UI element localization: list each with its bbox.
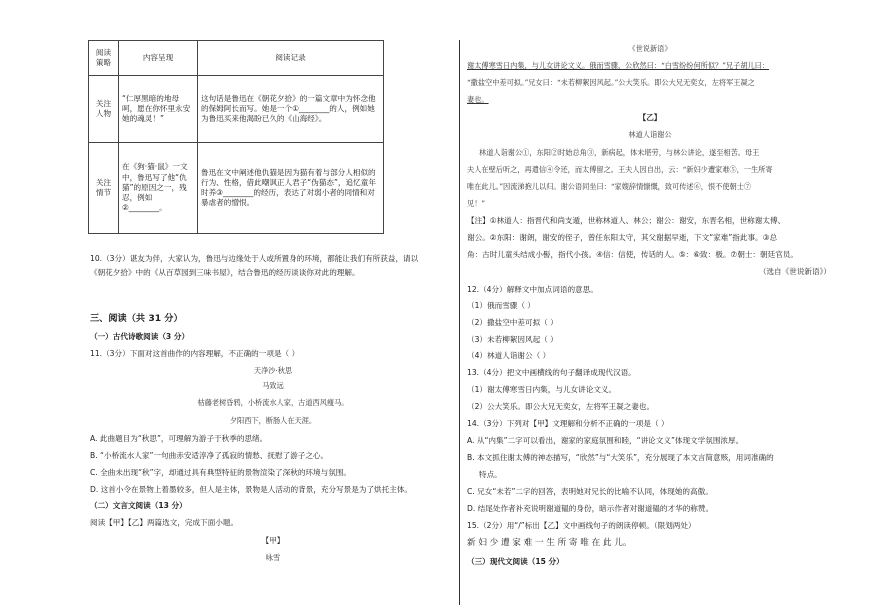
reading-record-table — [88, 40, 384, 234]
q11-option-d: D. 这首小令在景物上着墨较多，但人是主体，景物是人活动的背景，充分写景是为了烘托主体。 — [90, 485, 413, 494]
poem-author: 马致远 — [262, 381, 284, 390]
q14-option-c: C. 兄女“未若”二字的回答，表明她对兄长的比喻不认同，体现她的高傲。 — [467, 487, 713, 496]
table-row — [89, 143, 384, 234]
q12-stem: 12.（4分）解释文中加点词语的意思。 — [467, 285, 598, 294]
row-record: 鲁迅在文中阐述他仇猫是因为猫有着与部分人相似的行为、性格，借此嘲讽正人君子“伪猫态”，追忆童年时养③________的经历，表达了对弱小者的同情和对暴虐者的憎恨。 — [198, 143, 384, 234]
yi-line: 见！” — [467, 199, 486, 208]
poem-line1: 枯藤老树昏鸦，小桥流水人家，古道西风瘦马。 — [197, 398, 349, 407]
part2-title: （二）文言文阅读（13 分） — [90, 501, 187, 510]
note-line: 【注】①林道人：指晋代和尚支遁，世称林道人、林公；谢公：谢安，东晋名相，世称谢太傅、 — [467, 216, 786, 225]
row-category-text: 关注 人物 — [95, 98, 112, 118]
jia-title: 咏雪 — [265, 553, 281, 562]
part3-title: （三）现代文阅读（15 分） — [467, 557, 564, 566]
jia-line — [467, 61, 769, 71]
jia-line-text: 谢太傅寒雪日内集，与儿女讲论文义。俄而雪骤，公欣然曰：“白雪纷纷何所似？”兄子胡儿曰： — [467, 61, 770, 70]
source-note: （选自《世说新语》） — [758, 267, 831, 276]
book-title: 《世说新语》 — [628, 44, 672, 53]
jia-line-text: 妻也。 — [467, 95, 489, 104]
q15-sentence: 新 妇 少 遭 家 难 一 生 所 寄 唯 在 此 儿。 — [467, 538, 632, 548]
q11-option-a: A. 此曲题目为“秋思”，可理解为游子于秋季的思绪。 — [90, 434, 268, 443]
note-line: 谢公。②东阳：谢朗，谢安的侄子，曾任东阳太守，其父谢据早逝，下文“家难”指此事。③总 — [467, 233, 778, 242]
yi-line: 夫人在壁后听之，再遣信④令还，而太傅留之。王夫人因自出，云：“新妇少遭家难⑤，一生所寄 — [467, 165, 773, 174]
row-category — [89, 143, 119, 234]
q12-item: （2）撒盐空中差可拟（ ） — [467, 318, 558, 327]
q12-item: （4）林道人诣谢公（ ） — [467, 351, 551, 360]
poem-title: 天净沙·秋思 — [253, 366, 293, 375]
yi-line: 唯在此儿。”因流涕抱儿以归。谢公语同坐曰：“家嫂辞情慷慨，致可传述⑥，恨不使朝士⑦ — [467, 182, 752, 191]
q13-item: （1）谢太傅寒雪日内集，与儿女讲论文义。 — [467, 385, 617, 394]
jia-line — [467, 95, 489, 105]
jia-line — [467, 78, 755, 88]
header-strategy-text: 阅读 策略 — [95, 47, 112, 67]
row-record: 这句话是鲁迅在《朝花夕拾》的一篇文章中为怀念他的保姆阿长而写。她是一个①________的人，例如她为鲁迅买来他渴盼已久的《山海经》。 — [198, 76, 384, 143]
q14-option-a: A. 从“内集”二字可以看出，谢家的家庭氛围和睦，“讲论文义”体现文学氛围浓厚。 — [467, 436, 744, 445]
row-content: “仁厚黑暗的地母呵，愿在你怀里永安她的魂灵！” — [119, 76, 198, 143]
q14-option-d: D. 结尾处作者补充说明谢道韫的身份，暗示作者对谢道韫的才华的称赞。 — [467, 504, 714, 513]
reading-instruction: 阅读【甲】【乙】两篇选文，完成下面小题。 — [90, 518, 239, 527]
q12-item: （1）俄而雪骤（ ） — [467, 301, 535, 310]
q13-item: （2）公大笑乐。即公大兄无奕女，左将军王凝之妻也。 — [467, 402, 655, 411]
q15-stem: 15.（2分）用“/”标出【乙】文中画线句子的朗读停顿。（限划两处） — [467, 521, 696, 530]
header-strategy — [89, 41, 119, 76]
q12-item: （3）未若柳絮因风起（ ） — [467, 335, 558, 344]
left-column — [84, 0, 462, 615]
note-line: 角：古时儿童头结成小髻，指代小孩。④信：信使，传话的人。⑤：⑥致：极。⑦朝士：朝廷官员。 — [467, 250, 798, 259]
q14-option-b-cont: 特点。 — [479, 470, 502, 479]
column-divider — [459, 40, 460, 605]
jia-label: 【甲】 — [261, 536, 285, 545]
q10-line2: 《朝花夕拾》中的《从百草园到三味书屋》，结合鲁迅的经历谈谈你对此的理解。 — [90, 268, 360, 277]
q14-stem: 14.（3分）下列对【甲】文理解和分析不正确的一项是（ ） — [467, 419, 669, 428]
header-content: 内容呈现 — [119, 41, 198, 76]
right-column — [465, 0, 835, 615]
q14-option-b: B. 本文抓住谢太傅的神态描写，“欣然”与“大笑乐”，充分展现了本文言简意赅，用词准确的 — [467, 453, 774, 462]
row-category — [89, 76, 119, 143]
table-header-row — [89, 41, 384, 76]
poem-line2: 夕阳西下，断肠人在天涯。 — [229, 416, 317, 425]
q11-stem: 11.（3分）下面对这首曲作的内容理解，不正确的一项是（ ） — [90, 349, 300, 358]
q11-option-b: B. “小桥流水人家”一句曲赤安适淳净了孤寂的情愁、抚慰了游子之心。 — [90, 451, 329, 460]
q10-line1: 10.（3分）谌友为伴，大家认为，鲁迅与边缘处于人或所置身的环境，都能让我们有所获益，请以 — [90, 254, 419, 263]
yi-line: 林道人诣谢公①，东阳②时始总角③，新病起，体未堪劳，与林公讲论，遂至相苦。母王 — [479, 148, 760, 157]
jia-line-text: “撒盐空中差可拟。”兄女曰：“未若柳絮因风起。”公大笑乐。即公大兄无奕女，左将军王凝之 — [467, 78, 755, 87]
row-content: 在《狗·猫·鼠》一文中，鲁迅写了他“仇猫”的原因之一，残忍，例如②________。 — [119, 143, 198, 234]
header-record: 阅读记录 — [198, 41, 384, 76]
yi-label: 【乙】 — [638, 113, 662, 122]
q11-option-c: C. 全曲未出现“秋”字，却通过具有典型特征的景物渲染了深秋的环境与氛围。 — [90, 468, 351, 477]
row-category-text: 关注 情节 — [95, 177, 112, 197]
yi-title: 林道人诣谢公 — [628, 130, 672, 139]
part1-title: （一）古代诗歌阅读（3 分） — [90, 332, 190, 341]
section3-title: 三、阅读（共 31 分） — [90, 313, 183, 324]
q13-stem: 13.（4分）把文中画横线的句子翻译成现代汉语。 — [467, 368, 636, 377]
table-row — [89, 76, 384, 143]
